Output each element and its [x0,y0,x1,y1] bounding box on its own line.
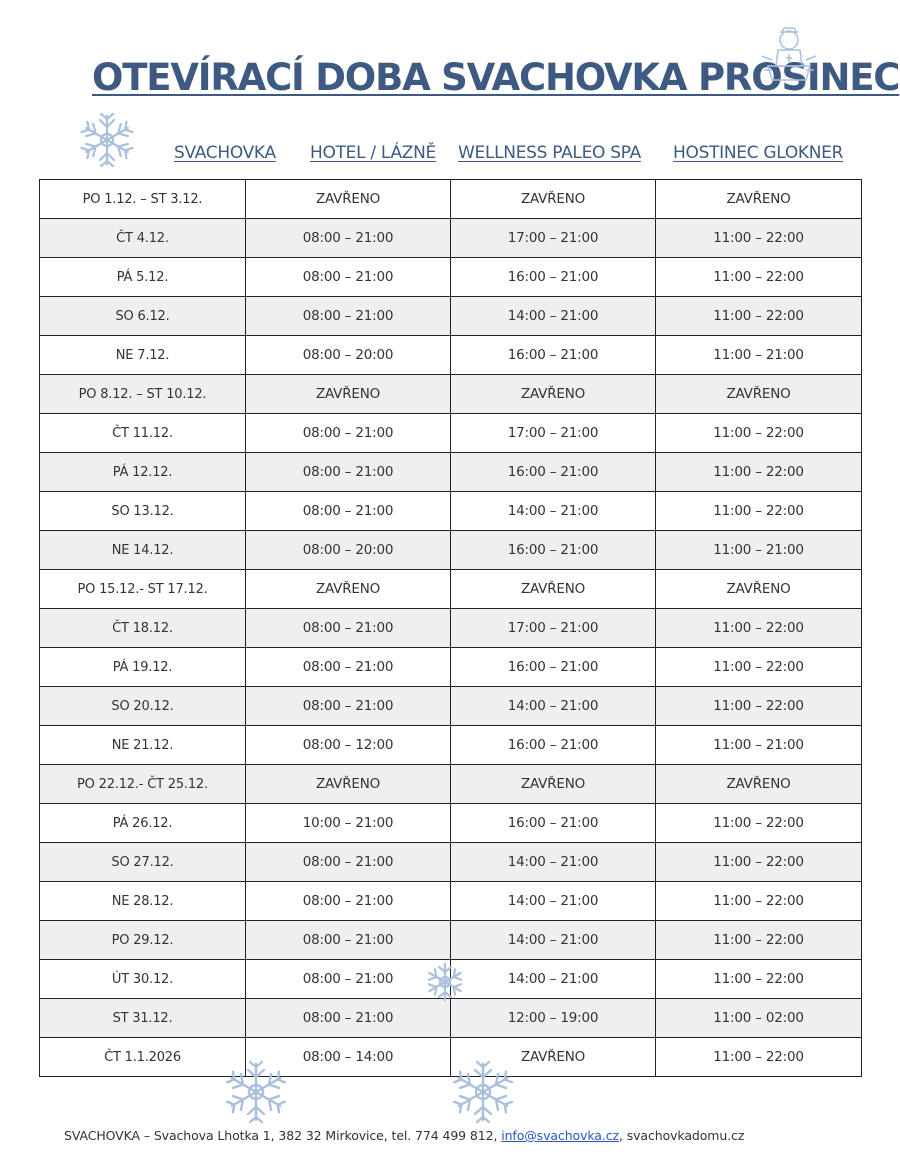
spa-hours: 16:00 – 21:00 [451,453,656,492]
table-row [40,336,862,375]
hotel-hours: 08:00 – 21:00 [246,609,451,648]
table-row [40,687,862,726]
hotel-hours: 08:00 – 21:00 [246,882,451,921]
day-cell: ČT 4.12. [40,219,246,258]
spa-hours: ZAVŘENO [451,570,656,609]
table-row [40,765,862,804]
spa-hours: 14:00 – 21:00 [451,492,656,531]
hotel-hours: 08:00 – 20:00 [246,531,451,570]
footer-separator: , [618,1128,627,1143]
spa-hours: ZAVŘENO [451,180,656,219]
day-cell: PÁ 19.12. [40,648,246,687]
table-row [40,570,862,609]
hostinec-hours: 11:00 – 22:00 [656,687,862,726]
hotel-hours: 08:00 – 12:00 [246,726,451,765]
hostinec-hours: 11:00 – 22:00 [656,1038,862,1077]
table-row [40,921,862,960]
spa-hours: 17:00 – 21:00 [451,609,656,648]
snowflake-icon [412,962,478,1002]
day-cell: PO 15.12.- ST 17.12. [40,570,246,609]
spa-hours: 14:00 – 21:00 [451,960,656,999]
day-cell: PO 29.12. [40,921,246,960]
schedule-table [39,179,862,1077]
day-cell: ČT 1.1.2026 [40,1038,246,1077]
spa-hours: 14:00 – 21:00 [451,687,656,726]
spa-hours: 17:00 – 21:00 [451,414,656,453]
hostinec-hours: 11:00 – 22:00 [656,297,862,336]
website-link[interactable]: svachovkadomu.cz [626,1128,745,1143]
day-cell: ÚT 30.12. [40,960,246,999]
spa-hours: 16:00 – 21:00 [451,804,656,843]
table-row [40,726,862,765]
table-row [40,180,862,219]
spa-hours: 16:00 – 21:00 [451,531,656,570]
spa-hours: 16:00 – 21:00 [451,648,656,687]
hostinec-hours: ZAVŘENO [656,570,862,609]
table-row [40,492,862,531]
hotel-hours: 08:00 – 14:00 [246,1038,451,1077]
spa-hours: ZAVŘENO [451,1038,656,1077]
footer [64,1128,744,1143]
spa-hours: 14:00 – 21:00 [451,882,656,921]
hotel-hours: 08:00 – 21:00 [246,453,451,492]
spa-hours: 14:00 – 21:00 [451,921,656,960]
logo-icon [758,26,820,82]
table-row [40,648,862,687]
day-cell: PÁ 26.12. [40,804,246,843]
hostinec-hours: 11:00 – 22:00 [656,804,862,843]
day-cell: SO 27.12. [40,843,246,882]
hotel-hours: ZAVŘENO [246,180,451,219]
table-row [40,843,862,882]
hotel-hours: 08:00 – 21:00 [246,648,451,687]
hotel-hours: 08:00 – 21:00 [246,219,451,258]
hostinec-hours: ZAVŘENO [656,375,862,414]
snowflake-icon [449,1058,517,1126]
spa-hours: 16:00 – 21:00 [451,258,656,297]
day-cell: ČT 18.12. [40,609,246,648]
hostinec-hours: 11:00 – 22:00 [656,258,862,297]
hostinec-hours: 11:00 – 21:00 [656,726,862,765]
spa-hours: 14:00 – 21:00 [451,297,656,336]
page-title: OTEVÍRACÍ DOBA SVACHOVKA PROSINEC [92,56,900,99]
column-header-spa: WELLNESS PALEO SPA [458,143,641,163]
day-cell: NE 21.12. [40,726,246,765]
day-cell: PO 1.12. – ST 3.12. [40,180,246,219]
hotel-hours: 08:00 – 21:00 [246,960,451,999]
snowflake-icon [78,111,136,169]
hostinec-hours: 11:00 – 22:00 [656,960,862,999]
table-row [40,999,862,1038]
hotel-hours: 08:00 – 21:00 [246,999,451,1038]
day-cell: PÁ 5.12. [40,258,246,297]
hostinec-hours: 11:00 – 22:00 [656,492,862,531]
hotel-hours: ZAVŘENO [246,570,451,609]
hotel-hours: 10:00 – 21:00 [246,804,451,843]
table-row [40,882,862,921]
day-cell: NE 28.12. [40,882,246,921]
spa-hours: 17:00 – 21:00 [451,219,656,258]
hotel-hours: 08:00 – 21:00 [246,258,451,297]
day-cell: PÁ 12.12. [40,453,246,492]
hotel-hours: 08:00 – 21:00 [246,492,451,531]
hostinec-hours: 11:00 – 02:00 [656,999,862,1038]
hostinec-hours: 11:00 – 22:00 [656,882,862,921]
hotel-hours: 08:00 – 20:00 [246,336,451,375]
hotel-hours: 08:00 – 21:00 [246,297,451,336]
spa-hours: 14:00 – 21:00 [451,843,656,882]
table-row [40,219,862,258]
hostinec-hours: 11:00 – 22:00 [656,609,862,648]
column-header-svachovka: SVACHOVKA [174,143,276,163]
hotel-hours: 08:00 – 21:00 [246,921,451,960]
footer-address: SVACHOVKA – Svachova Lhotka 1, 382 32 Mirkovice, tel. 774 499 812, [64,1128,502,1143]
day-cell: PO 8.12. – ST 10.12. [40,375,246,414]
hostinec-hours: 11:00 – 21:00 [656,531,862,570]
email-link[interactable]: info@svachovka.cz [501,1128,619,1143]
spa-hours: 16:00 – 21:00 [451,726,656,765]
hotel-hours: 08:00 – 21:00 [246,414,451,453]
hostinec-hours: 11:00 – 22:00 [656,648,862,687]
day-cell: SO 20.12. [40,687,246,726]
day-cell: SO 6.12. [40,297,246,336]
hostinec-hours: 11:00 – 22:00 [656,921,862,960]
hotel-hours: ZAVŘENO [246,765,451,804]
spa-hours: 12:00 – 19:00 [451,999,656,1038]
hostinec-hours: 11:00 – 22:00 [656,414,862,453]
day-cell: NE 14.12. [40,531,246,570]
day-cell: PO 22.12.- ČT 25.12. [40,765,246,804]
snowflake-icon [222,1058,290,1126]
table-row [40,531,862,570]
spa-hours: 16:00 – 21:00 [451,336,656,375]
day-cell: ČT 11.12. [40,414,246,453]
hostinec-hours: ZAVŘENO [656,765,862,804]
day-cell: NE 7.12. [40,336,246,375]
table-row [40,609,862,648]
hostinec-hours: 11:00 – 22:00 [656,843,862,882]
hostinec-hours: 11:00 – 21:00 [656,336,862,375]
day-cell: SO 13.12. [40,492,246,531]
table-row [40,375,862,414]
day-cell: ST 31.12. [40,999,246,1038]
table-row [40,297,862,336]
hostinec-hours: ZAVŘENO [656,180,862,219]
column-header-hotel: HOTEL / LÁZNĚ [310,143,436,163]
hostinec-hours: 11:00 – 22:00 [656,453,862,492]
hotel-hours: 08:00 – 21:00 [246,843,451,882]
hotel-hours: 08:00 – 21:00 [246,687,451,726]
hotel-hours: ZAVŘENO [246,375,451,414]
table-row [40,804,862,843]
spa-hours: ZAVŘENO [451,375,656,414]
spa-hours: ZAVŘENO [451,765,656,804]
column-header-hostinec: HOSTINEC GLOKNER [673,143,844,163]
hostinec-hours: 11:00 – 22:00 [656,219,862,258]
table-row [40,414,862,453]
table-row [40,453,862,492]
table-row [40,258,862,297]
